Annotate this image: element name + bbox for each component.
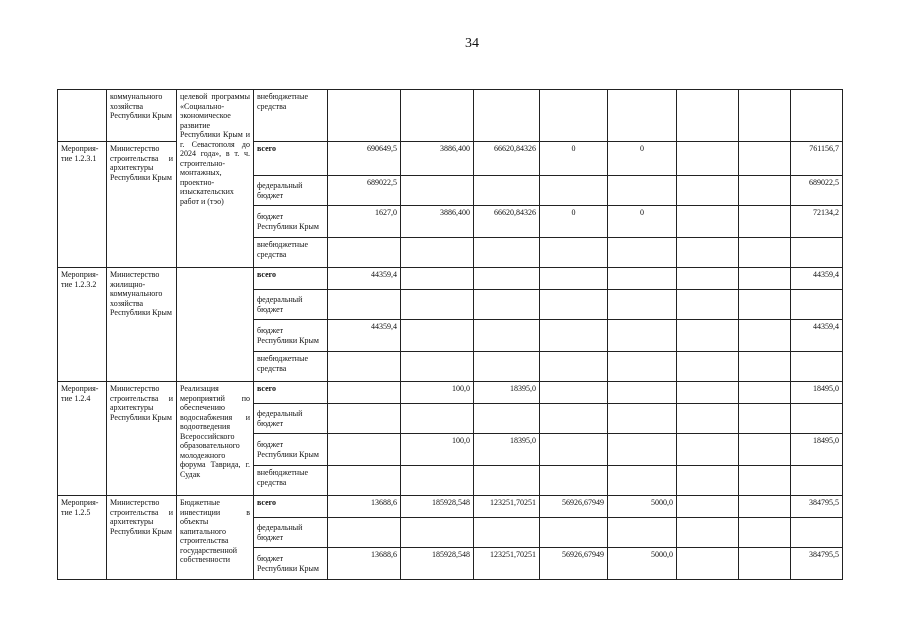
value-cell: 56926,67949 [540,496,608,518]
value-cell: 5000,0 [608,496,677,518]
value-cell: 66620,84326 [474,142,540,176]
value-cell: 185928,548 [401,496,474,518]
table-row [58,90,843,142]
description-cell: целевой программы «Социально-экономическое развитие Республики Крым и г. Севастополя до 2024 года», в т. ч. строительно-монтажных, проектно-изыскательских работ и (тэо) [177,90,254,268]
code-cell: Мероприя-тие 1.2.4 [58,382,107,496]
source-cell: федеральный бюджет [254,518,328,548]
value-cell: 18495,0 [791,434,843,466]
source-cell: бюджет Республики Крым [254,548,328,580]
value-cell: 13688,6 [328,548,401,580]
source-cell: всего [254,142,328,176]
source-cell: внебюджетные средства [254,352,328,382]
description-cell [177,268,254,382]
source-cell: всего [254,496,328,518]
value-cell: 13688,6 [328,496,401,518]
source-cell: всего [254,382,328,404]
source-cell: бюджет Республики Крым [254,434,328,466]
value-cell: 72134,2 [791,206,843,238]
table-row [58,268,843,290]
source-cell: федеральный бюджет [254,290,328,320]
value-cell: 384795,5 [791,496,843,518]
value-cell: 100,0 [401,382,474,404]
value-cell: 44359,4 [328,320,401,352]
value-cell: 44359,4 [791,320,843,352]
value-cell: 0 [540,206,608,238]
budget-table [57,89,843,580]
value-cell: 18495,0 [791,382,843,404]
value-cell: 44359,4 [328,268,401,290]
value-cell: 123251,70251 [474,548,540,580]
source-cell: бюджет Республики Крым [254,320,328,352]
executor-cell: Министерство строительства и архитектуры Республики Крым [107,496,177,580]
source-cell: федеральный бюджет [254,176,328,206]
value-cell: 44359,4 [791,268,843,290]
description-cell: Бюджетные инвестиции в объекты капитального строительства государственной собственности [177,496,254,580]
page-number: 34 [465,36,479,51]
source-cell: внебюджетные средства [254,466,328,496]
source-cell: внебюджетные средства [254,90,328,142]
code-cell: Мероприя-тие 1.2.3.1 [58,142,107,268]
executor-cell: коммунального хозяйства Республики Крым [107,90,177,142]
value-cell: 689022,5 [328,176,401,206]
value-cell: 3886,400 [401,206,474,238]
code-cell: Мероприя-тие 1.2.5 [58,496,107,580]
code-cell [58,90,107,142]
value-cell: 66620,84326 [474,206,540,238]
table-row [58,142,843,176]
value-cell: 123251,70251 [474,496,540,518]
executor-cell: Министерство жилищно-коммунального хозяйства Республики Крым [107,268,177,382]
value-cell: 56926,67949 [540,548,608,580]
value-cell [739,142,791,176]
executor-cell: Министерство строительства и архитектуры Республики Крым [107,382,177,496]
table-row [58,496,843,518]
value-cell: 18395,0 [474,434,540,466]
value-cell: 0 [608,142,677,176]
value-cell: 3886,400 [401,142,474,176]
value-cell: 0 [540,142,608,176]
executor-cell: Министерство строительства и архитектуры Республики Крым [107,142,177,268]
value-cell: 690649,5 [328,142,401,176]
source-cell: всего [254,268,328,290]
value-cell: 185928,548 [401,548,474,580]
value-cell: 5000,0 [608,548,677,580]
source-cell: бюджет Республики Крым [254,206,328,238]
value-cell [677,142,739,176]
table-row [58,382,843,404]
value-cell: 100,0 [401,434,474,466]
value-cell: 1627,0 [328,206,401,238]
value-cell: 0 [608,206,677,238]
value-cell: 18395,0 [474,382,540,404]
value-cell: 761156,7 [791,142,843,176]
code-cell: Мероприя-тие 1.2.3.2 [58,268,107,382]
description-cell: Реализация мероприятий по обеспечению водоснабжения и водоотведения Всероссийского образовательного молодежного форума Таврида, г. Судак [177,382,254,496]
source-cell: внебюджетные средства [254,238,328,268]
value-cell: 384795,5 [791,548,843,580]
value-cell: 689022,5 [791,176,843,206]
source-cell: федеральный бюджет [254,404,328,434]
